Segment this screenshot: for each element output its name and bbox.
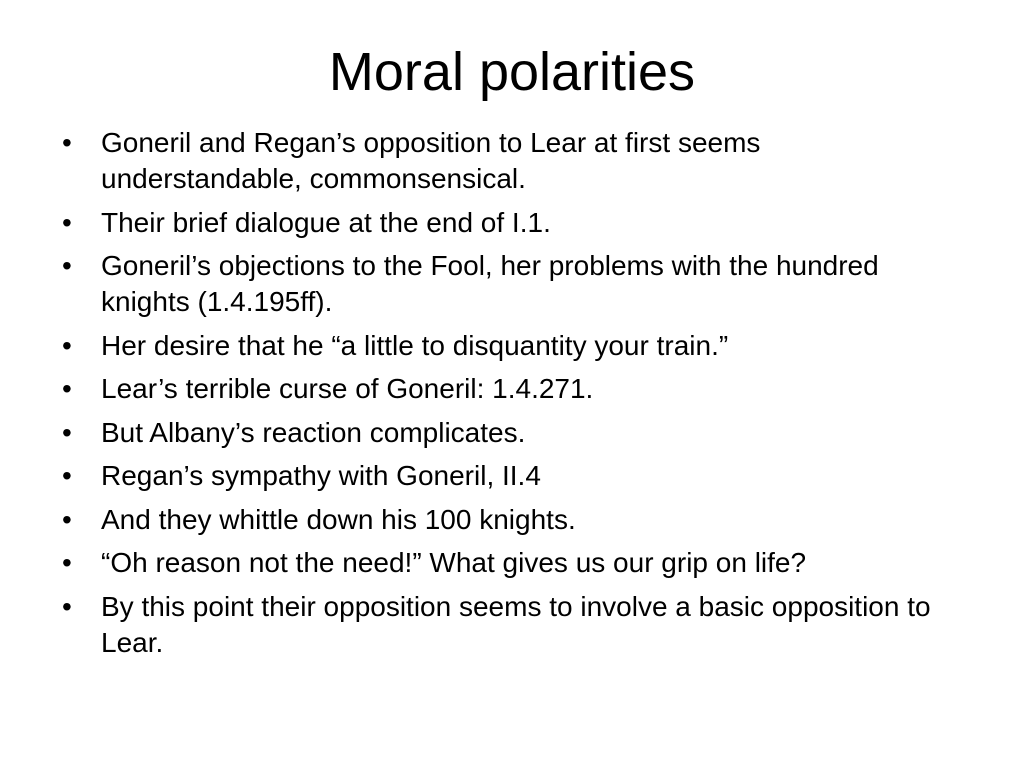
bullet-text: Her desire that he “a little to disquantity your train.” (101, 329, 729, 361)
bullet-text: “Oh reason not the need!” What gives us our grip on life? (101, 547, 807, 578)
bullet-text: By this point their opposition seems to involve a basic opposition to Lear. (101, 590, 931, 658)
bullet-item (56, 248, 956, 320)
bullet-dot-icon: • (62, 329, 72, 361)
bullet-item (56, 125, 956, 197)
bullet-dot-icon: • (62, 250, 72, 281)
bullet-item (56, 589, 956, 661)
bullet-item (56, 502, 956, 538)
bullet-text: Regan’s sympathy with Goneril, II.4 (101, 460, 541, 491)
bullet-dot-icon: • (62, 460, 72, 491)
bullet-item (56, 371, 956, 407)
bullet-item (56, 205, 956, 241)
bullet-item (56, 415, 956, 451)
bullet-text: And they whittle down his 100 knights. (101, 503, 576, 535)
bullet-list (56, 125, 956, 668)
slide-title: Moral polarities (328, 42, 696, 102)
bullet-dot-icon: • (62, 373, 72, 404)
bullet-item (56, 458, 956, 494)
bullet-dot-icon: • (62, 547, 72, 578)
bullet-item (56, 545, 956, 581)
bullet-item (56, 328, 956, 364)
bullet-dot-icon: • (62, 127, 72, 158)
bullet-text: But Albany’s reaction complicates. (101, 416, 526, 448)
bullet-text: Goneril’s objections to the Fool, her problems with the hundred knights (1.4.195ff). (101, 250, 879, 317)
bullet-text: Lear’s terrible curse of Goneril: 1.4.271. (101, 373, 594, 404)
bullet-dot-icon: • (62, 206, 72, 238)
bullet-text: Goneril and Regan’s opposition to Lear at first seems understandable, commonsensical. (101, 127, 761, 194)
bullet-dot-icon: • (62, 416, 72, 448)
bullet-dot-icon: • (62, 590, 72, 622)
bullet-dot-icon: • (62, 503, 72, 535)
bullet-text: Their brief dialogue at the end of I.1. (101, 206, 551, 238)
